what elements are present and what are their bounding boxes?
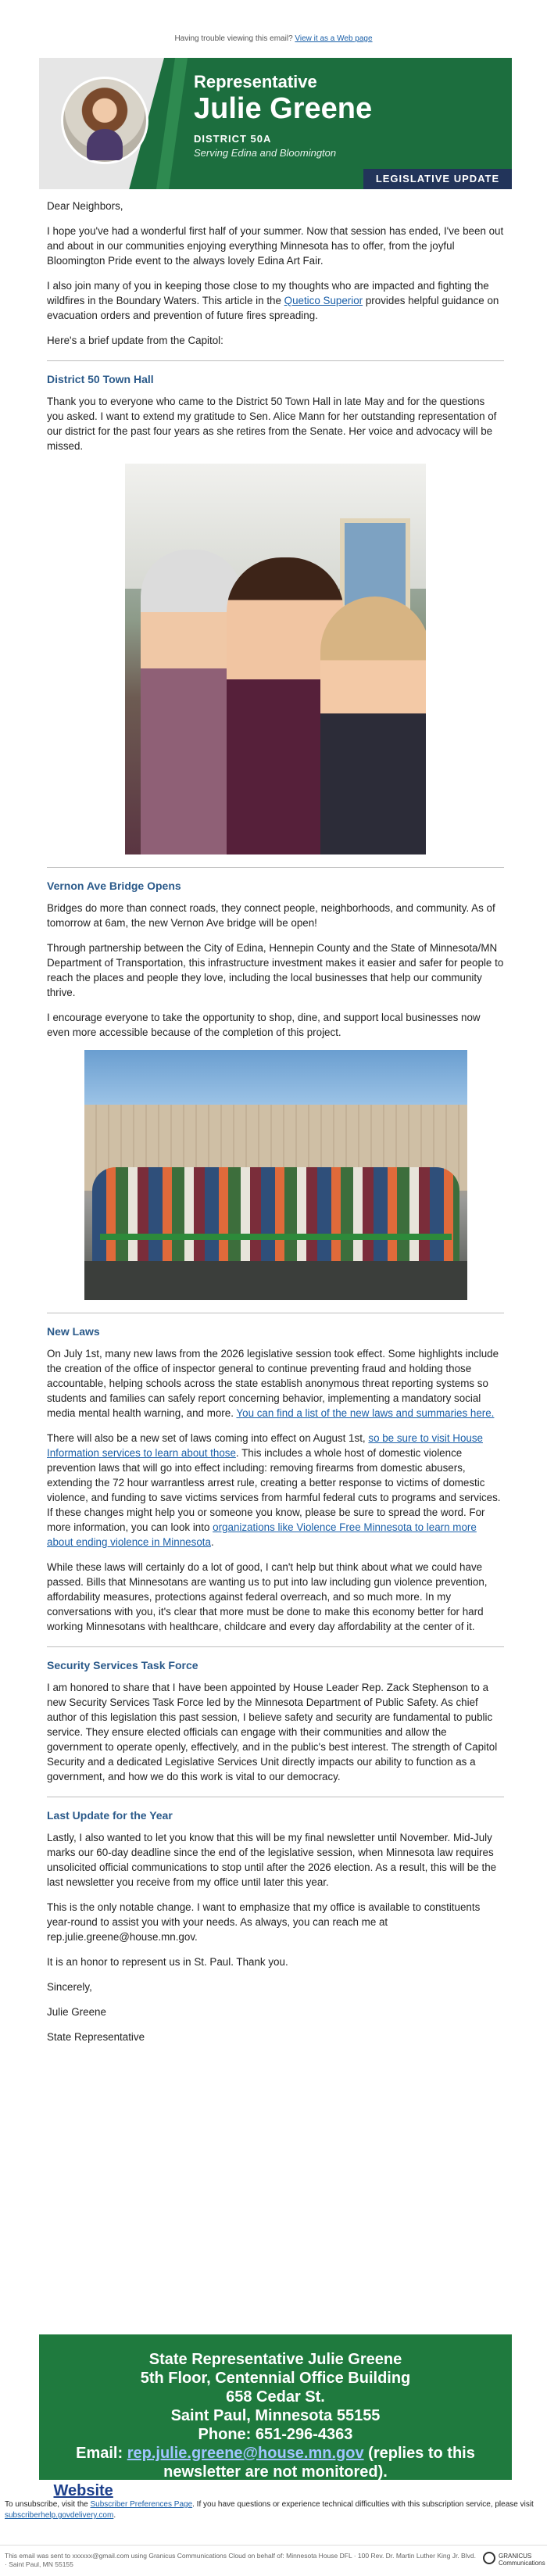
townhall-heading: District 50 Town Hall xyxy=(47,373,154,385)
unsubscribe-notice xyxy=(0,2499,547,2521)
subscriber-preferences-link[interactable]: Subscriber Preferences Page xyxy=(90,2500,193,2509)
intro-paragraph-1: I hope you've had a wonderful first half of your summer. Now that session has ended, I've been out and about in our communities enjoying everything Minnesota has to offer, from the joyful Bloomington Pride event to the always lovely Edina Art Fair. xyxy=(47,225,504,267)
banner-stripe xyxy=(156,58,188,189)
newlaws-p2-text-middle: . This includes a whole host of domestic violence prevention laws that will go into effect including: removing firearms from domestic abusers, extending the 72 hour warrantless arrest rule, creating a better response to victims of domestic violence, and funding to save victims services from harmful federal cuts to programs and services. If these changes might help you or someone you know, please be sure to spread the word. For more information, you can look into xyxy=(47,1447,501,1533)
bridge-ribbon-cutting-photo xyxy=(84,1050,467,1300)
subscriber-help-link[interactable]: subscriberhelp.govdelivery.com xyxy=(5,2511,114,2520)
banner-district: DISTRICT 50A xyxy=(194,133,272,145)
quetico-superior-link[interactable]: Quetico Superior xyxy=(284,295,363,306)
section-divider xyxy=(47,360,504,361)
house-information-services-link[interactable]: so be sure to visit House Information services to learn about those xyxy=(47,1432,483,1459)
newsletter-body xyxy=(47,199,504,2055)
granicus-brand: GRANICUS xyxy=(499,2553,532,2560)
signature-title: State Representative xyxy=(47,2031,145,2043)
preheader-text: Having trouble viewing this email? xyxy=(174,34,293,43)
bridge-paragraph-2: Through partnership between the City of Edina, Hennepin County and the State of Minnesota/MN Department of Transportation, this infrastructure investment makes it easier and safer for people to reach the places and people they love, including the local businesses that help our community thrive. xyxy=(47,942,504,998)
newlaws-paragraph-3: While these laws will certainly do a lot of good, I can't help but think about what we could have passed. Bills that Minnesotans are wanting us to put into law including gun violence prevention, affordability measures, protections against federal overreach, and so much more. In my conversations with you, it's clear that more must be done to make this economy better for hard working Minnesotans with healthcare, childcare and every day affordability at the center of it. xyxy=(47,1561,488,1632)
footer-email-note: (replies to this newsletter are not monitored). xyxy=(163,2445,475,2481)
web-version-link[interactable]: View it as a Web page xyxy=(295,34,373,43)
intro-paragraph-2 xyxy=(47,278,504,323)
newlaws-p2-text-after: . xyxy=(210,1536,214,1548)
legislative-update-badge: LEGISLATIVE UPDATE xyxy=(363,169,512,189)
intro-p2-text-after: provides helpful guidance on evacuation orders and prevention of future fires spreading. xyxy=(47,295,499,321)
newlaws-p1-text: On July 1st, many new laws from the 2026 legislative session took effect. Some highlights include the creation of the office of inspector general to continue preventing fraud and holding those accountable, helping schools across the state establish anonymous threat reporting systems so students and families can safely report concerning behavior, implementing a mandatory social media mental health warning, and more. xyxy=(47,1348,499,1419)
signoff: Sincerely, xyxy=(47,1981,92,1993)
granicus-icon xyxy=(483,2552,495,2564)
newlaws-heading: New Laws xyxy=(47,1325,100,1338)
unsubscribe-text-middle: . If you have questions or experience technical difficulties with this subscription service, please visit xyxy=(192,2500,534,2509)
granicus-logo xyxy=(483,2550,545,2567)
representative-portrait xyxy=(61,77,148,164)
bridge-paragraph-1: Bridges do more than connect roads, they connect people, neighborhoods, and community. As of tomorrow at 6am, the new Vernon Ave bridge will be open! xyxy=(47,902,495,929)
preheader xyxy=(0,0,547,50)
footer-name: State Representative Julie Greene xyxy=(148,2351,402,2368)
greeting: Dear Neighbors, xyxy=(47,200,123,212)
website-link[interactable]: Website xyxy=(53,2482,113,2499)
section-divider xyxy=(47,1646,504,1647)
section-divider xyxy=(47,867,504,868)
lastupdate-paragraph-1: Lastly, I also wanted to let you know that this will be my final newsletter until November. Mid-July marks our 60-day deadline since the end of the legislative session, when Minnesota law requires unsolicited official communications to stop until after the 2026 election. As a result, this will be the last newsletter you receive from my office until later this year. xyxy=(47,1832,497,1888)
bridge-paragraph-3: I encourage everyone to take the opportunity to shop, dine, and support local businesses now even more accessible because of the completion of this project. xyxy=(47,1012,481,1038)
lastupdate-heading: Last Update for the Year xyxy=(47,1809,173,1822)
footer-phone: Phone: 651-296-4363 xyxy=(198,2426,353,2443)
banner-title-line1: Representative xyxy=(194,72,317,91)
lastupdate-paragraph-3: It is an honor to represent us in St. Paul. Thank you. xyxy=(47,1956,288,1968)
sender-info: This email was sent to xxxxxx@gmail.com using Granicus Communications Cloud on behalf of: Minnesota House DFL · 100 Rev. Dr. Martin Luther King Jr. Blvd. · Saint Paul, MN 55155 xyxy=(0,2545,547,2576)
townhall-photo xyxy=(125,464,426,854)
footer-city: Saint Paul, Minnesota 55155 xyxy=(170,2407,381,2424)
unsubscribe-text-before: To unsubscribe, visit the xyxy=(5,2500,91,2509)
footer-assistant: Legislative Assistant: Monique Harris 651-296-5383 xyxy=(113,2482,498,2499)
footer-street: 658 Cedar St. xyxy=(226,2388,325,2406)
townhall-paragraph: Thank you to everyone who came to the District 50 Town Hall in late May and for the questions you asked. I want to extend my gratitude to Sen. Alice Mann for her outstanding representation of our district for the past four years as she retires from the Senate. Her voice and advocacy will be missed. xyxy=(47,396,497,452)
footer-email-link[interactable]: rep.julie.greene@house.mn.gov xyxy=(127,2445,364,2462)
footer-email-label: Email: xyxy=(76,2445,127,2462)
security-heading: Security Services Task Force xyxy=(47,1659,198,1671)
header-banner xyxy=(39,58,512,189)
intro-paragraph-3: Here's a brief update from the Capitol: xyxy=(47,335,223,346)
footer-email-line xyxy=(39,2444,512,2481)
granicus-sub: Communications xyxy=(499,2560,545,2567)
security-paragraph: I am honored to share that I have been appointed by House Leader Rep. Zack Stephenson to a new Security Services Task Force led by the Minnesota Department of Public Safety. As chief author of this legislation this past session, I believe safety and security are fundamental to public service. They ensure elected officials can engage with their communities and allow the government to operate openly, effectively, and in the public's best interest. The strength of Capitol Security and a dedicated Legislative Services Unit directly impacts our ability to function as a government, and how we do this work is vital to our democracy. xyxy=(47,1682,498,1782)
newlaws-p2-text-before: There will also be a new set of laws coming into effect on August 1st, xyxy=(47,1432,369,1444)
footer-website-line xyxy=(39,2481,512,2500)
new-laws-summaries-link[interactable]: You can find a list of the new laws and summaries here. xyxy=(236,1407,495,1419)
violence-free-minnesota-link[interactable]: organizations like Violence Free Minnesota to learn more about ending violence in Minnesota xyxy=(47,1521,477,1548)
footer-office: 5th Floor, Centennial Office Building xyxy=(140,2370,411,2387)
newlaws-paragraph-1 xyxy=(47,1346,504,1421)
banner-title-name: Julie Greene xyxy=(194,92,373,125)
signature-name: Julie Greene xyxy=(47,2006,106,2018)
banner-serving: Serving Edina and Bloomington xyxy=(194,147,337,159)
unsubscribe-text-after: . xyxy=(113,2511,116,2520)
newlaws-paragraph-2 xyxy=(47,1431,504,1550)
lastupdate-paragraph-2: This is the only notable change. I want to emphasize that my office is available to constituents year-round to assist you with your needs. As always, you can reach me at rep.julie.greene@house.mn.gov. xyxy=(47,1901,481,1943)
bridge-heading: Vernon Ave Bridge Opens xyxy=(47,880,181,892)
contact-footer xyxy=(39,2334,512,2499)
intro-p2-text-before: I also join many of you in keeping those close to my thoughts who are impacted and fighting the wildfires in the Boundary Waters. This article in the xyxy=(47,280,489,306)
